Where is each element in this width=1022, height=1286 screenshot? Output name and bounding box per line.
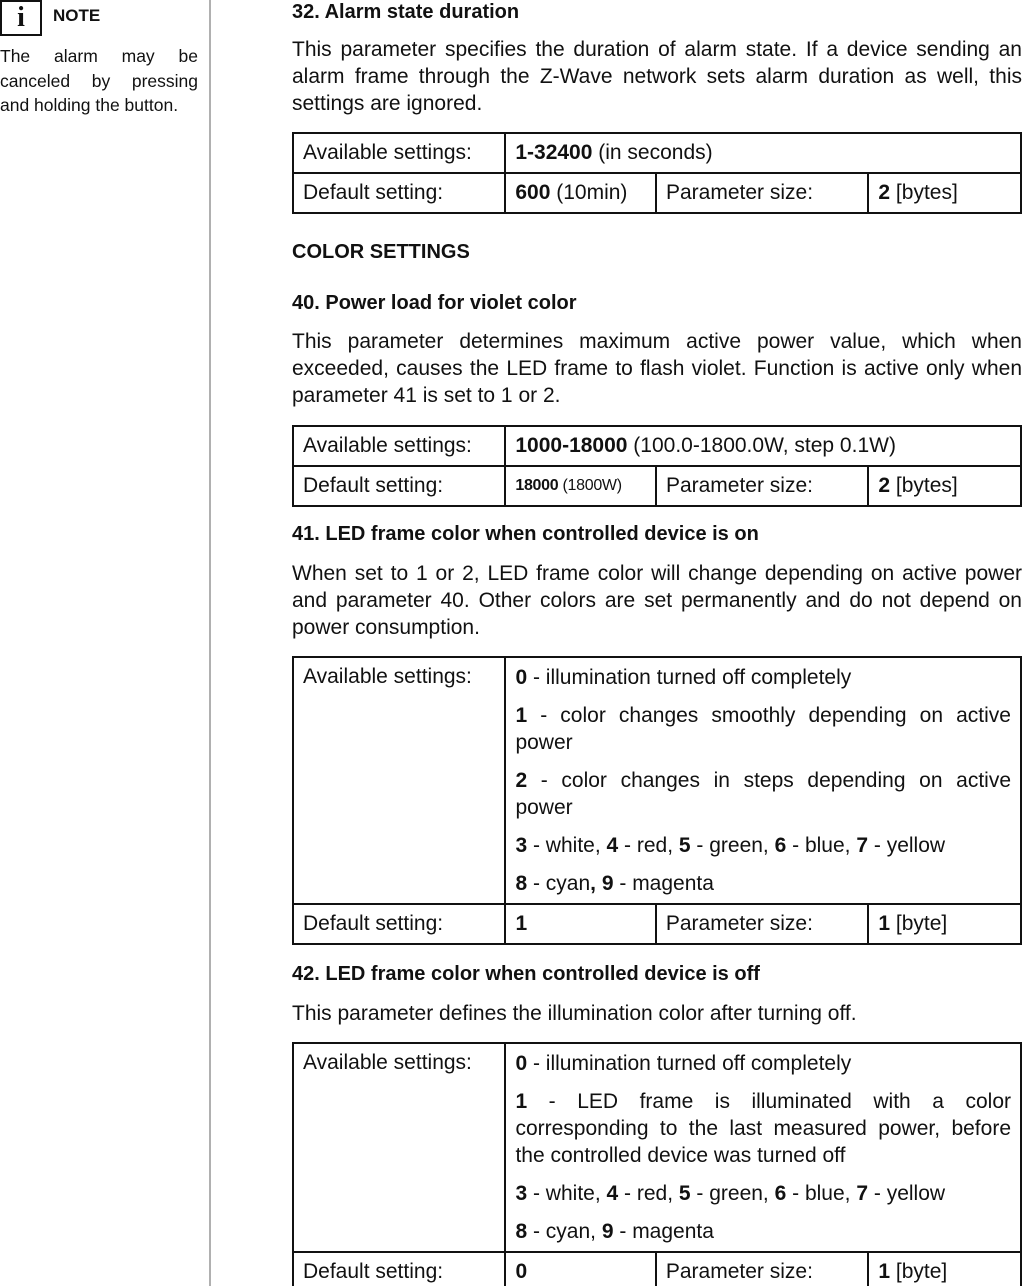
param-32-description: This parameter specifies the duration of alarm state. If a device sending an alarm frame through the Z-Wave network sets alarm duration as well, this settings are ignored. xyxy=(292,38,1022,115)
option-item: 3 - white, 4 - red, 5 - green, 6 - blue, 7 - yellow xyxy=(515,1182,946,1205)
param-40-table xyxy=(292,425,1022,507)
param-41-title: 41. LED frame color when controlled device is on xyxy=(292,523,759,545)
param-42-title: 42. LED frame color when controlled device is off xyxy=(292,963,760,985)
table-row xyxy=(293,173,1021,213)
available-label: Available settings: xyxy=(293,133,505,173)
default-label: Default setting: xyxy=(293,173,505,213)
table-row xyxy=(293,1043,1021,1252)
param-42-table xyxy=(292,1042,1022,1286)
default-value: 1 xyxy=(505,904,655,944)
size-value: 2 [bytes] xyxy=(868,466,1021,506)
available-options xyxy=(505,657,1021,904)
param-40-title: 40. Power load for violet color xyxy=(292,292,577,314)
info-icon: i xyxy=(0,0,42,36)
table-row xyxy=(293,466,1021,506)
table-row xyxy=(293,904,1021,944)
option-item: 3 - white, 4 - red, 5 - green, 6 - blue, 7 - yellow xyxy=(515,834,946,857)
param-32-title: 32. Alarm state duration xyxy=(292,1,520,23)
size-value: 2 [bytes] xyxy=(868,173,1021,213)
available-value: 1-32400 (in seconds) xyxy=(505,133,1021,173)
param-41-description: When set to 1 or 2, LED frame color will change depending on active power and parameter 40. Other colors are set permanently and do not depend on power consumption. xyxy=(292,562,1022,639)
default-label: Default setting: xyxy=(293,466,505,506)
note-text: The alarm may be canceled by pressing and holding the button. xyxy=(0,46,198,115)
option-item: 1 - color changes smoothly depending on active power xyxy=(515,704,1011,754)
size-value: 1 [byte] xyxy=(868,1252,1021,1286)
table-row xyxy=(293,426,1021,466)
note-header xyxy=(0,0,200,36)
note-sidebar xyxy=(0,0,200,118)
option-item: 1 - LED frame is illuminated with a color corresponding to the last measured power, before the controlled device was turned off xyxy=(515,1090,1011,1167)
size-label: Parameter size: xyxy=(656,1252,869,1286)
size-label: Parameter size: xyxy=(656,466,868,506)
available-options xyxy=(505,1043,1021,1252)
default-value: 18000 (1800W) xyxy=(505,466,656,506)
option-item: 8 - cyan, 9 - magenta xyxy=(515,1220,714,1243)
size-label: Parameter size: xyxy=(656,904,869,944)
default-label: Default setting: xyxy=(293,904,505,944)
table-row xyxy=(293,133,1021,173)
option-item: 8 - cyan, 9 - magenta xyxy=(515,872,714,895)
param-32-table xyxy=(292,132,1022,214)
default-label: Default setting: xyxy=(293,1252,505,1286)
table-row xyxy=(293,1252,1021,1286)
available-label: Available settings: xyxy=(293,657,505,904)
note-label: NOTE xyxy=(53,6,101,25)
sidebar-divider xyxy=(209,0,211,1286)
default-value: 600 (10min) xyxy=(505,173,656,213)
section-title: COLOR SETTINGS xyxy=(292,241,470,263)
option-item: 0 - illumination turned off completely xyxy=(515,1052,852,1075)
default-value: 0 xyxy=(505,1252,655,1286)
option-item: 0 - illumination turned off completely xyxy=(515,666,852,689)
param-41-table xyxy=(292,656,1022,945)
available-value: 1000-18000 (100.0-1800.0W, step 0.1W) xyxy=(505,426,1021,466)
available-label: Available settings: xyxy=(293,1043,505,1252)
size-label: Parameter size: xyxy=(656,173,868,213)
size-value: 1 [byte] xyxy=(868,904,1021,944)
param-40-description: This parameter determines maximum active power value, which when exceeded, causes the LED frame to flash violet. Function is active only when parameter 41 is set to 1 or 2. xyxy=(292,330,1022,407)
param-42-description: This parameter defines the illumination color after turning off. xyxy=(292,1002,857,1025)
table-row xyxy=(293,657,1021,904)
option-item: 2 - color changes in steps depending on active power xyxy=(515,769,1011,819)
available-label: Available settings: xyxy=(293,426,505,466)
